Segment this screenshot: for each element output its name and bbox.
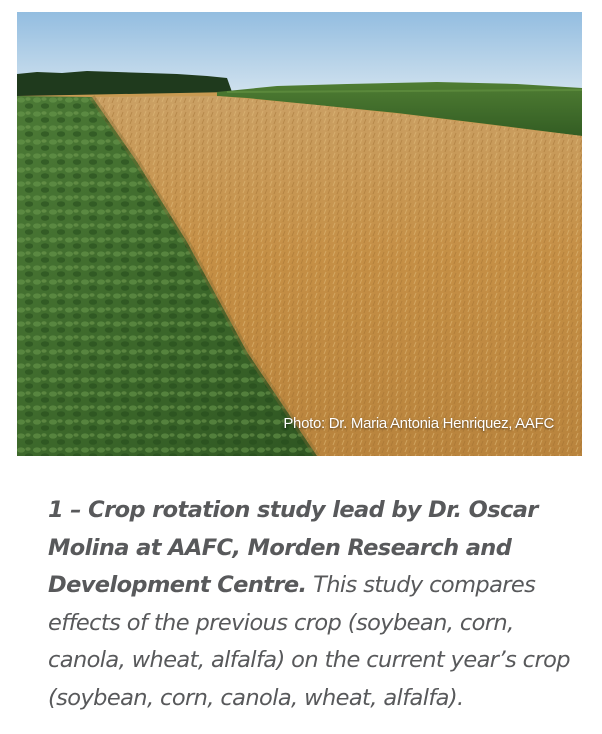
caption-lead: 1 – Crop rotation study lead by Dr. Oscar Molina at AAFC, Morden Research and Development Centre. xyxy=(48,497,538,598)
photo-credit: Photo: Dr. Maria Antonia Henriquez, AAFC xyxy=(283,415,554,432)
field-illustration xyxy=(17,12,582,456)
figure-caption xyxy=(48,492,578,717)
caption-body: This study compares effects of the previous crop (soybean, corn, canola, wheat, alfalfa) on the current year’s crop (soybean, corn, canola, wheat, alfalfa). xyxy=(48,572,570,711)
field-photo xyxy=(17,12,582,456)
